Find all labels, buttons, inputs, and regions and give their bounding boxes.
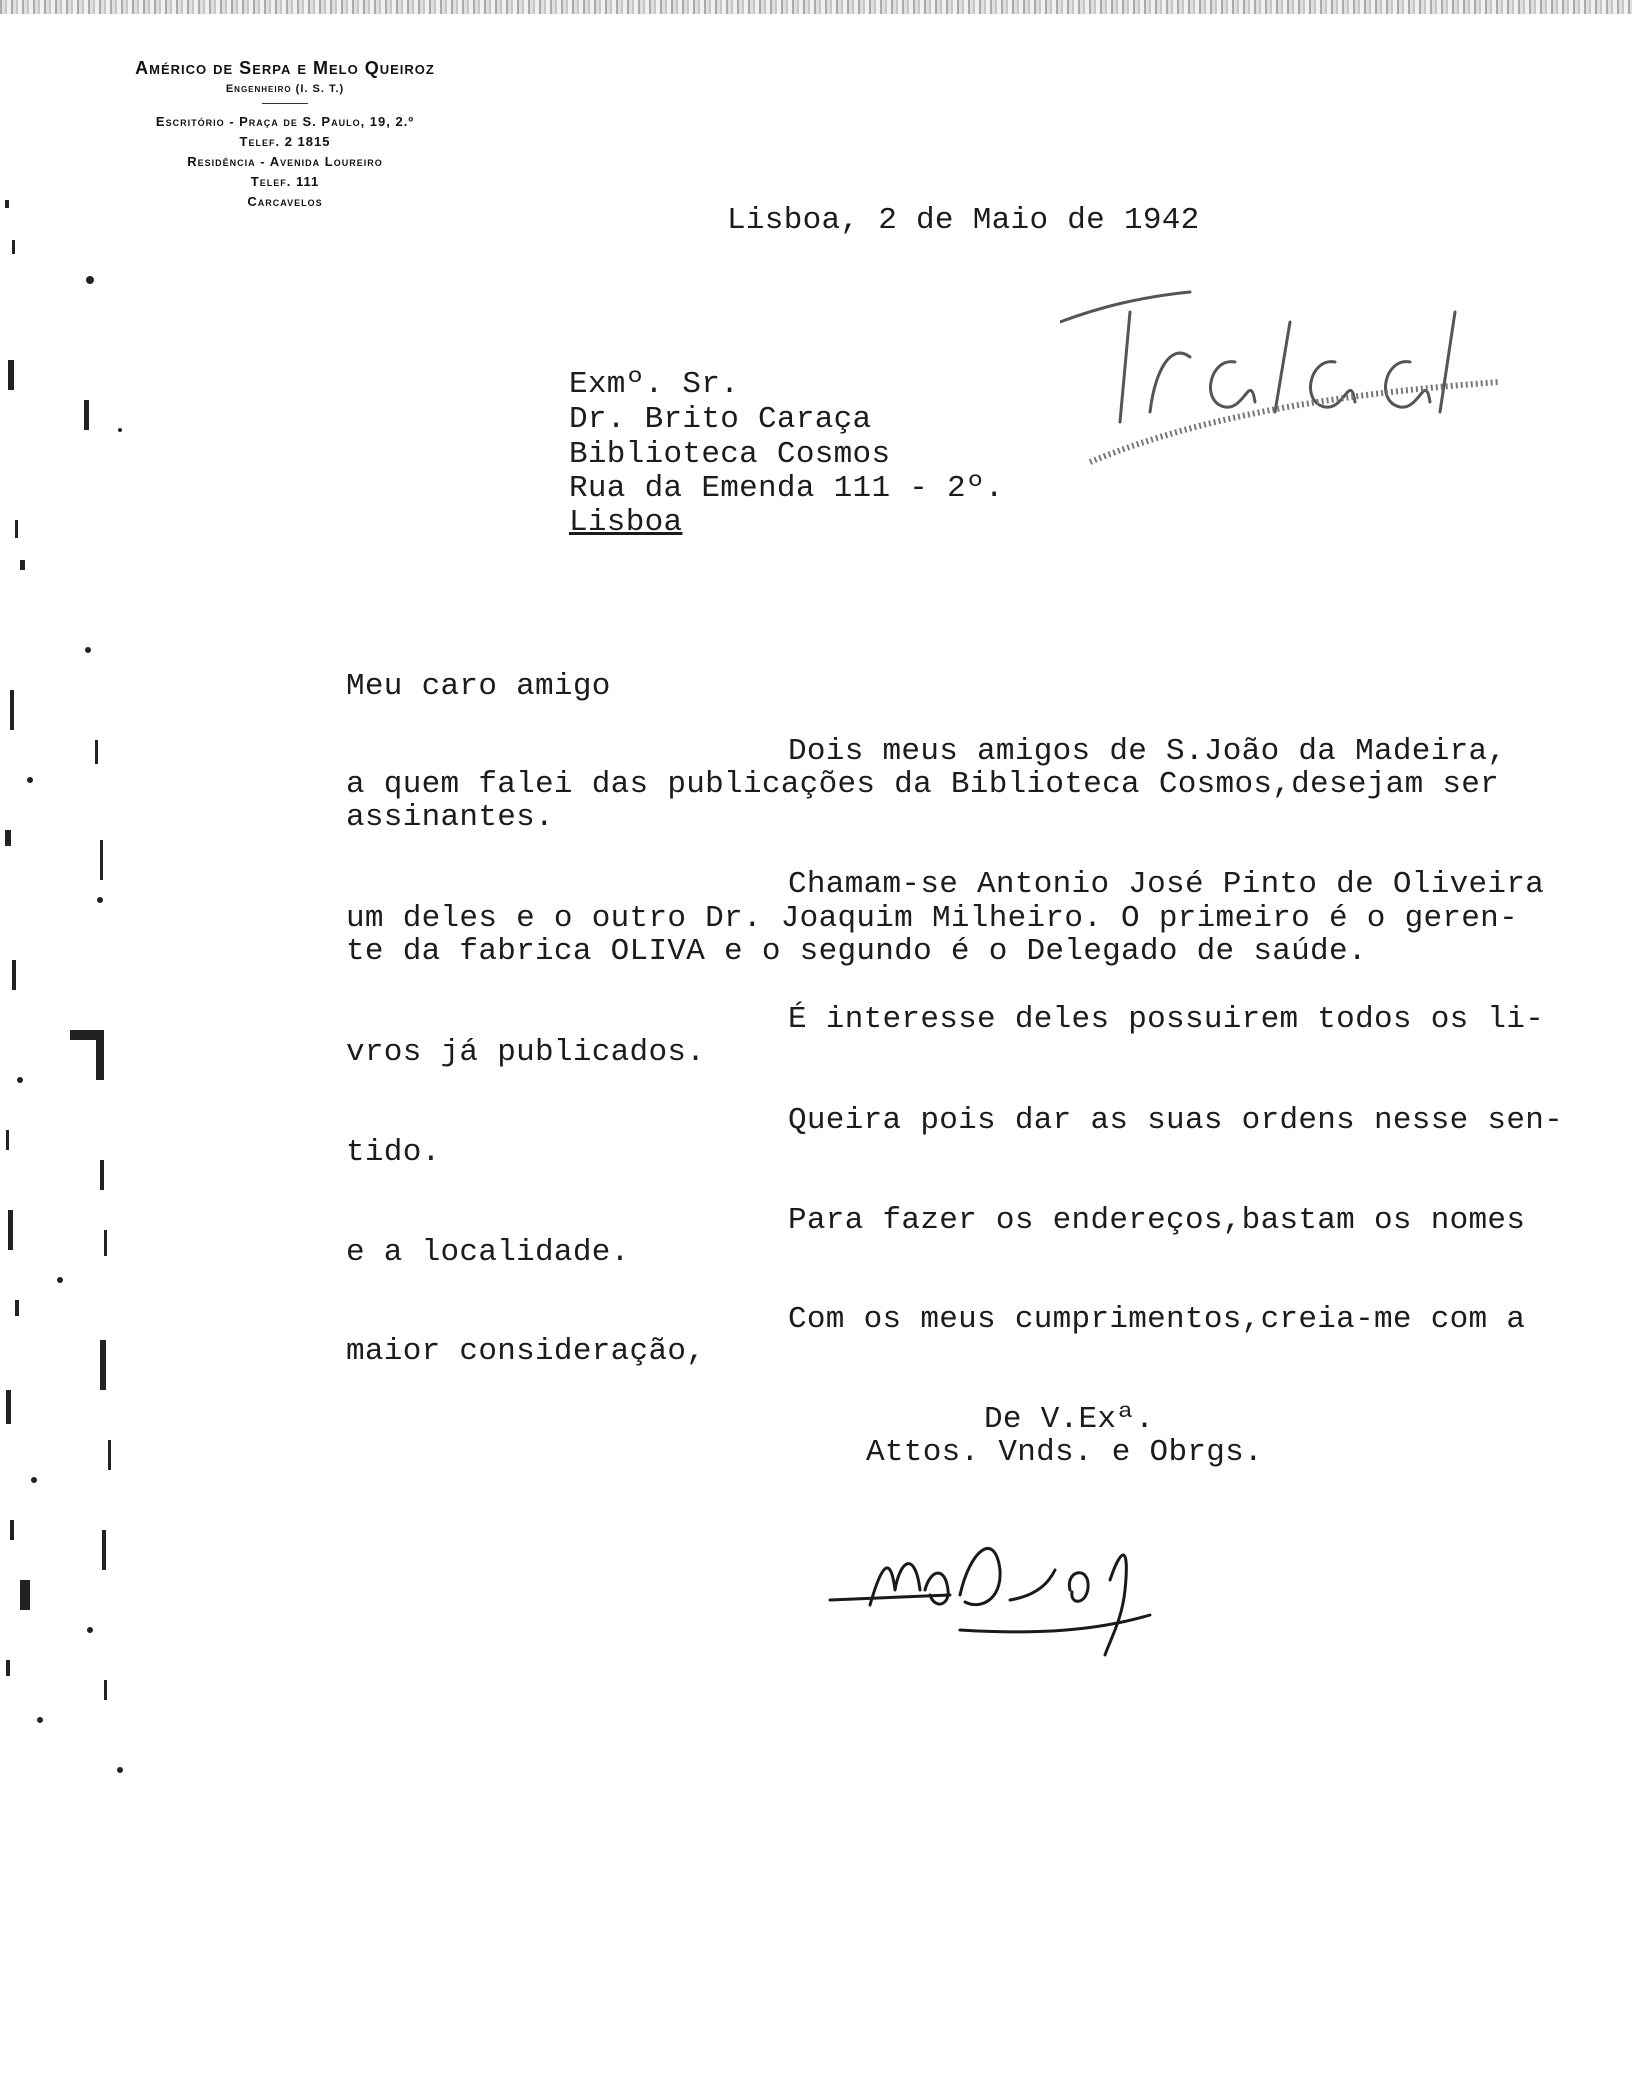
letterhead-office-phone: Telef. 2 1815	[239, 134, 331, 149]
body-p2-line-3: te da fabrica OLIVA e o segundo é o Delegado de saúde.	[346, 934, 1367, 969]
body-p1-line-1: Dois meus amigos de S.João da Madeira,	[788, 734, 1507, 769]
recipient-line-3: Biblioteca Cosmos	[569, 437, 891, 472]
letterhead-residence: Residência - Avenida Loureiro	[187, 154, 383, 169]
recipient-city: Lisboa	[569, 505, 683, 540]
letterhead	[60, 58, 510, 212]
closing-line-2: Attos. Vnds. e Obrgs.	[866, 1435, 1263, 1470]
body-p6-line-1: Com os meus cumprimentos,creia-me com a	[788, 1302, 1526, 1337]
signature	[820, 1510, 1220, 1660]
scan-margin-noise	[0, 180, 150, 1820]
body-p4-line-2: tido.	[346, 1135, 441, 1170]
handwritten-annotation	[1060, 262, 1530, 472]
body-p3-line-2: vros já publicados.	[346, 1035, 706, 1070]
body-p1-line-2: a quem falei das publicações da Biblioteca Cosmos,desejam ser	[346, 767, 1500, 802]
recipient-line-1: Exmº. Sr.	[569, 367, 740, 402]
body-p2-line-1: Chamam-se Antonio José Pinto de Oliveira	[788, 867, 1545, 902]
letterhead-title: Engenheiro (I. S. T.)	[225, 83, 345, 95]
letterhead-divider	[262, 103, 308, 104]
body-p2-line-2: um deles e o outro Dr. Joaquim Milheiro. O primeiro é o geren-	[346, 901, 1518, 936]
body-p6-line-2: maior consideração,	[346, 1334, 706, 1369]
letterhead-residence-phone: Telef. 111	[250, 174, 320, 189]
body-p3-line-1: É interesse deles possuirem todos os li-	[788, 1002, 1545, 1037]
letterhead-residence-town: Carcavelos	[247, 194, 323, 209]
recipient-line-2: Dr. Brito Caraça	[569, 402, 872, 437]
body-p4-line-1: Queira pois dar as suas ordens nesse sen-	[788, 1103, 1564, 1138]
body-p1-line-3: assinantes.	[346, 800, 554, 835]
recipient-line-4: Rua da Emenda 111 - 2º.	[569, 471, 1004, 506]
salutation: Meu caro amigo	[346, 669, 611, 704]
date-line: Lisboa, 2 de Maio de 1942	[727, 203, 1200, 238]
scan-top-edge	[0, 0, 1632, 14]
letterhead-name: Américo de Serpa e Melo Queiroz	[135, 58, 435, 78]
letterhead-office: Escritório - Praça de S. Paulo, 19, 2.º	[155, 114, 415, 129]
body-p5-line-1: Para fazer os endereços,bastam os nomes	[788, 1203, 1526, 1238]
body-p5-line-2: e a localidade.	[346, 1235, 630, 1270]
closing-line-1: De V.Exª.	[984, 1402, 1155, 1437]
